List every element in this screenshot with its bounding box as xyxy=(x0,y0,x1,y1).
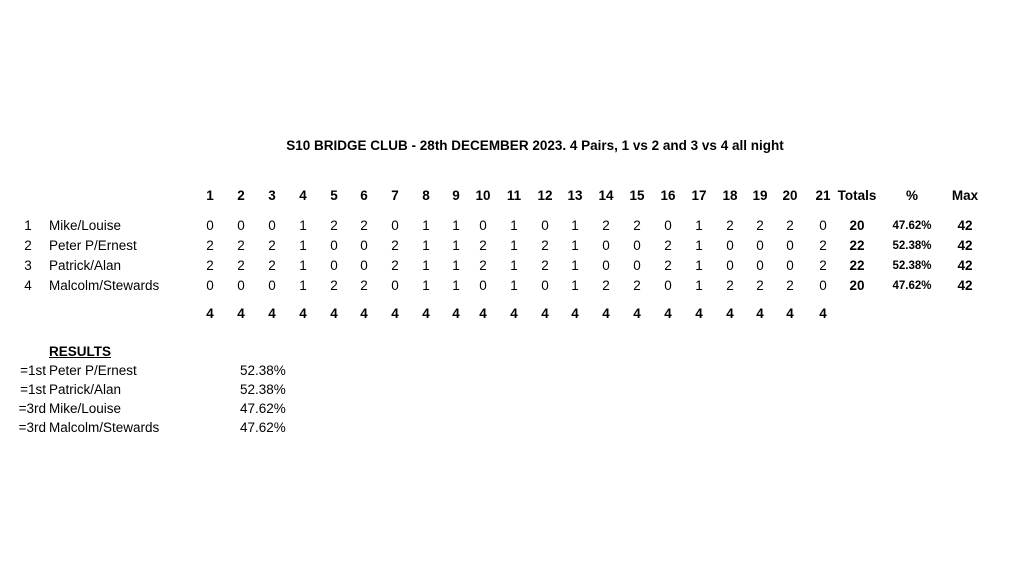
score-cell-text: 2 xyxy=(391,238,399,253)
score-cell-text: 0 xyxy=(479,218,487,233)
score-cell-text: 2 xyxy=(391,258,399,273)
pair-max-text: 42 xyxy=(957,278,973,293)
board-header-text: 21 xyxy=(815,188,831,203)
score-cell-text: 0 xyxy=(726,238,734,253)
score-cell-text: 0 xyxy=(786,258,794,273)
score-cell-text: 0 xyxy=(206,218,214,233)
board-header-text: 19 xyxy=(752,188,768,203)
score-cell-text: 2 xyxy=(819,238,827,253)
score-cell-text: 0 xyxy=(330,238,338,253)
board-total-text: 4 xyxy=(695,306,703,321)
pair-percent-text: 52.38% xyxy=(892,240,932,252)
result-rank: =1st xyxy=(20,363,46,378)
result-name: Patrick/Alan xyxy=(49,382,122,397)
board-total-text: 4 xyxy=(726,306,734,321)
pair-max-text: 42 xyxy=(957,238,973,253)
score-cell-text: 2 xyxy=(360,218,368,233)
score-cell-text: 0 xyxy=(479,278,487,293)
score-cell-text: 2 xyxy=(206,258,214,273)
score-cell-text: 0 xyxy=(633,258,641,273)
board-header-text: 4 xyxy=(299,188,307,203)
score-cell-text: 2 xyxy=(726,218,734,233)
board-header-text: 20 xyxy=(782,188,798,203)
result-name: Peter P/Ernest xyxy=(49,363,137,378)
board-total-text: 4 xyxy=(664,306,672,321)
board-total-text: 4 xyxy=(299,306,307,321)
score-cell-text: 2 xyxy=(330,278,338,293)
score-cell-text: 0 xyxy=(819,278,827,293)
totals-header-text: Totals xyxy=(837,188,877,203)
score-cell-text: 0 xyxy=(602,258,610,273)
score-cell-text: 1 xyxy=(695,258,703,273)
board-total-text: 4 xyxy=(391,306,399,321)
board-total-text: 4 xyxy=(268,306,276,321)
score-cell-text: 2 xyxy=(268,258,276,273)
pair-name: Malcolm/Stewards xyxy=(49,278,160,293)
score-cell-text: 2 xyxy=(633,218,641,233)
score-cell-text: 1 xyxy=(452,238,460,253)
score-cell-text: 2 xyxy=(756,278,764,293)
board-header-text: 8 xyxy=(422,188,430,203)
board-total-text: 4 xyxy=(422,306,430,321)
page-title: S10 BRIDGE CLUB - 28th DECEMBER 2023. 4 Pairs, 1 vs 2 and 3 vs 4 all night xyxy=(286,138,784,153)
score-cell-text: 2 xyxy=(479,238,487,253)
board-total-text: 4 xyxy=(479,306,487,321)
score-cell-text: 0 xyxy=(726,258,734,273)
board-total-text: 4 xyxy=(206,306,214,321)
score-cell-text: 2 xyxy=(756,218,764,233)
score-cell-text: 2 xyxy=(664,258,672,273)
score-cell-text: 0 xyxy=(268,278,276,293)
board-header-text: 14 xyxy=(598,188,614,203)
score-cell-text: 1 xyxy=(510,218,518,233)
score-cell-text: 2 xyxy=(786,218,794,233)
pair-max-text: 42 xyxy=(957,218,973,233)
score-cell-text: 0 xyxy=(756,258,764,273)
board-header-text: 10 xyxy=(475,188,491,203)
board-header-text: 16 xyxy=(660,188,676,203)
pair-name: Peter P/Ernest xyxy=(49,238,137,253)
board-header-text: 9 xyxy=(452,188,460,203)
board-total-text: 4 xyxy=(602,306,610,321)
score-cell-text: 0 xyxy=(237,278,245,293)
board-total-text: 4 xyxy=(541,306,549,321)
score-cell-text: 2 xyxy=(330,218,338,233)
score-cell-text: 0 xyxy=(237,218,245,233)
score-cell-text: 1 xyxy=(571,278,579,293)
board-total-text: 4 xyxy=(510,306,518,321)
results-heading: RESULTS xyxy=(49,344,112,359)
score-cell-text: 1 xyxy=(422,278,430,293)
board-header-text: 5 xyxy=(330,188,338,203)
score-cell-text: 2 xyxy=(819,258,827,273)
score-cell-text: 0 xyxy=(786,238,794,253)
score-cell-text: 2 xyxy=(206,238,214,253)
score-cell-text: 1 xyxy=(510,258,518,273)
score-cell-text: 2 xyxy=(602,278,610,293)
score-cell-text: 1 xyxy=(422,258,430,273)
score-cell-text: 0 xyxy=(602,238,610,253)
score-cell-text: 0 xyxy=(664,278,672,293)
score-cell-text: 1 xyxy=(299,278,307,293)
pair-number-text: 3 xyxy=(24,258,32,273)
score-cell-text: 0 xyxy=(391,218,399,233)
score-cell-text: 2 xyxy=(541,258,549,273)
pair-number-text: 4 xyxy=(24,278,32,293)
score-cell-text: 0 xyxy=(541,218,549,233)
score-cell-text: 1 xyxy=(695,218,703,233)
percent-header-text: % xyxy=(906,188,919,203)
board-total-text: 4 xyxy=(237,306,245,321)
board-header-text: 17 xyxy=(691,188,707,203)
score-cell-text: 2 xyxy=(786,278,794,293)
score-cell-text: 0 xyxy=(541,278,549,293)
score-cell-text: 1 xyxy=(571,218,579,233)
score-cell-text: 1 xyxy=(299,218,307,233)
score-cell-text: 1 xyxy=(510,278,518,293)
score-cell-text: 1 xyxy=(422,218,430,233)
pair-number-text: 1 xyxy=(24,218,32,233)
pair-max-text: 42 xyxy=(957,258,973,273)
score-cell-text: 1 xyxy=(452,258,460,273)
board-total-text: 4 xyxy=(819,306,827,321)
result-percent: 52.38% xyxy=(240,363,286,378)
score-cell-text: 0 xyxy=(360,238,368,253)
board-header-text: 18 xyxy=(722,188,738,203)
pair-total-text: 20 xyxy=(849,218,865,233)
board-header-text: 12 xyxy=(537,188,553,203)
board-header-text: 13 xyxy=(567,188,583,203)
board-header-text: 15 xyxy=(629,188,645,203)
score-cell-text: 2 xyxy=(633,278,641,293)
score-cell-text: 2 xyxy=(602,218,610,233)
board-total-text: 4 xyxy=(452,306,460,321)
result-rank: =3rd xyxy=(18,401,46,416)
pair-name: Mike/Louise xyxy=(49,218,122,233)
board-total-text: 4 xyxy=(756,306,764,321)
score-cell-text: 0 xyxy=(819,218,827,233)
board-header-text: 6 xyxy=(360,188,368,203)
board-header-text: 11 xyxy=(506,188,522,203)
board-header-text: 3 xyxy=(268,188,276,203)
pair-total-text: 20 xyxy=(849,278,865,293)
board-header-text: 1 xyxy=(206,188,214,203)
result-percent: 52.38% xyxy=(240,382,286,397)
score-cell-text: 1 xyxy=(571,258,579,273)
score-cell-text: 0 xyxy=(664,218,672,233)
score-cell-text: 1 xyxy=(510,238,518,253)
board-total-text: 4 xyxy=(330,306,338,321)
score-cell-text: 2 xyxy=(237,238,245,253)
score-cell-text: 1 xyxy=(695,238,703,253)
score-cell-text: 2 xyxy=(268,238,276,253)
score-cell-text: 2 xyxy=(237,258,245,273)
score-cell-text: 0 xyxy=(360,258,368,273)
pair-percent-text: 47.62% xyxy=(892,280,932,292)
pair-percent-text: 47.62% xyxy=(892,220,932,232)
score-cell-text: 2 xyxy=(664,238,672,253)
score-cell-text: 1 xyxy=(299,258,307,273)
board-total-text: 4 xyxy=(571,306,579,321)
score-cell-text: 0 xyxy=(756,238,764,253)
score-cell-text: 1 xyxy=(452,278,460,293)
result-rank: =1st xyxy=(20,382,46,397)
score-cell-text: 0 xyxy=(268,218,276,233)
max-header-text: Max xyxy=(951,188,979,203)
score-cell-text: 1 xyxy=(422,238,430,253)
result-name: Malcolm/Stewards xyxy=(49,420,160,435)
score-cell-text: 1 xyxy=(695,278,703,293)
score-cell-text: 1 xyxy=(452,218,460,233)
score-cell-text: 0 xyxy=(206,278,214,293)
board-total-text: 4 xyxy=(786,306,794,321)
pair-name: Patrick/Alan xyxy=(49,258,122,273)
pair-number-text: 2 xyxy=(24,238,32,253)
board-total-text: 4 xyxy=(360,306,368,321)
result-rank: =3rd xyxy=(18,420,46,435)
board-total-text: 4 xyxy=(633,306,641,321)
score-cell-text: 1 xyxy=(299,238,307,253)
pair-total-text: 22 xyxy=(849,258,865,273)
pair-percent-text: 52.38% xyxy=(892,260,932,272)
score-cell-text: 2 xyxy=(479,258,487,273)
result-percent: 47.62% xyxy=(240,401,286,416)
score-cell-text: 0 xyxy=(633,238,641,253)
pair-total-text: 22 xyxy=(849,238,865,253)
score-cell-text: 0 xyxy=(330,258,338,273)
score-cell-text: 2 xyxy=(360,278,368,293)
score-cell-text: 1 xyxy=(571,238,579,253)
result-percent: 47.62% xyxy=(240,420,286,435)
score-cell-text: 2 xyxy=(541,238,549,253)
score-cell-text: 0 xyxy=(391,278,399,293)
board-header-text: 2 xyxy=(237,188,245,203)
result-name: Mike/Louise xyxy=(49,401,122,416)
score-cell-text: 2 xyxy=(726,278,734,293)
board-header-text: 7 xyxy=(391,188,399,203)
